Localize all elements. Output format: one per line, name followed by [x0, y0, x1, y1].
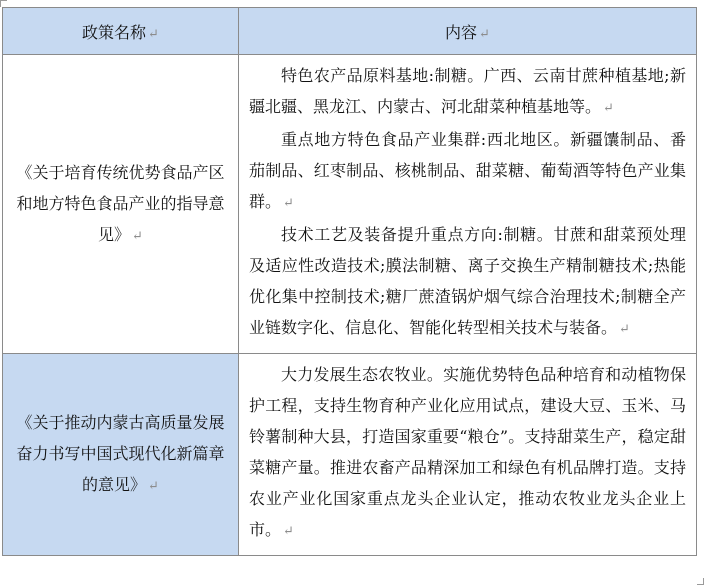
content-paragraph: 特色农产品原料基地:制糖。广西、云南甘蔗种植基地;新疆北疆、黑龙江、内蒙古、河北甜菜种植基地等。 ↵: [249, 66, 686, 116]
content-paragraph: 重点地方特色食品产业集群:西北地区。新疆馕制品、番茄制品、红枣制品、核桃制品、甜菜糖、葡萄酒等特色产业集群。 ↵: [249, 130, 686, 211]
header-content[interactable]: 内容 ↵: [239, 8, 697, 55]
policy-name-cell[interactable]: 《关于培育传统优势食品产区和地方特色食品产业的指导意见》 ↵: [3, 55, 239, 354]
paragraph-mark-icon: ↵: [283, 524, 294, 539]
paragraph-mark-icon: ↵: [283, 196, 294, 211]
table-header-row: [3, 8, 697, 55]
paragraph-mark-icon: ↵: [132, 228, 143, 244]
paragraph-mark-icon: ↵: [148, 26, 159, 42]
policy-table: [2, 7, 697, 556]
paragraph-mark-icon: ↵: [148, 479, 159, 494]
page-corner-mark-bottom-right: [697, 578, 704, 585]
table-row: [3, 354, 697, 556]
paragraph-mark-icon: ↵: [479, 26, 490, 42]
paragraph-mark-icon: ↵: [619, 322, 630, 337]
policy-content-cell[interactable]: [239, 55, 697, 354]
content-paragraph: 大力发展生态农牧业。实施优势特色品种培育和动植物保护工程，支持生物育种产业化应用试点，建设大豆、玉米、马铃薯制种大县，打造国家重要“粮仓”。支持甜菜生产，稳定甜菜糖产量。推进农畜产品精深加工和绿色有机品牌打造。支持农业产业化国家重点龙头企业认定，推动农牧业龙头企业上市。 ↵: [249, 365, 686, 539]
policy-content-cell[interactable]: [239, 354, 697, 556]
content-paragraph: 技术工艺及装备提升重点方向:制糖。甘蔗和甜菜预处理及适应性改造技术;膜法制糖、离子交换生产精制糖技术;热能优化集中控制技术;糖厂蔗渣锅炉烟气综合治理技术;制糖全产业链数字化、信息化、智能化转型相关技术与装备。 ↵: [249, 225, 686, 337]
policy-name-cell[interactable]: 《关于推动内蒙古高质量发展奋力书写中国式现代化新篇章的意见》 ↵: [3, 354, 239, 556]
header-policy-name[interactable]: 政策名称 ↵: [3, 8, 239, 55]
paragraph-mark-icon: ↵: [603, 101, 614, 116]
page-corner-mark-top-left: [0, 0, 7, 7]
table-row: [3, 55, 697, 354]
